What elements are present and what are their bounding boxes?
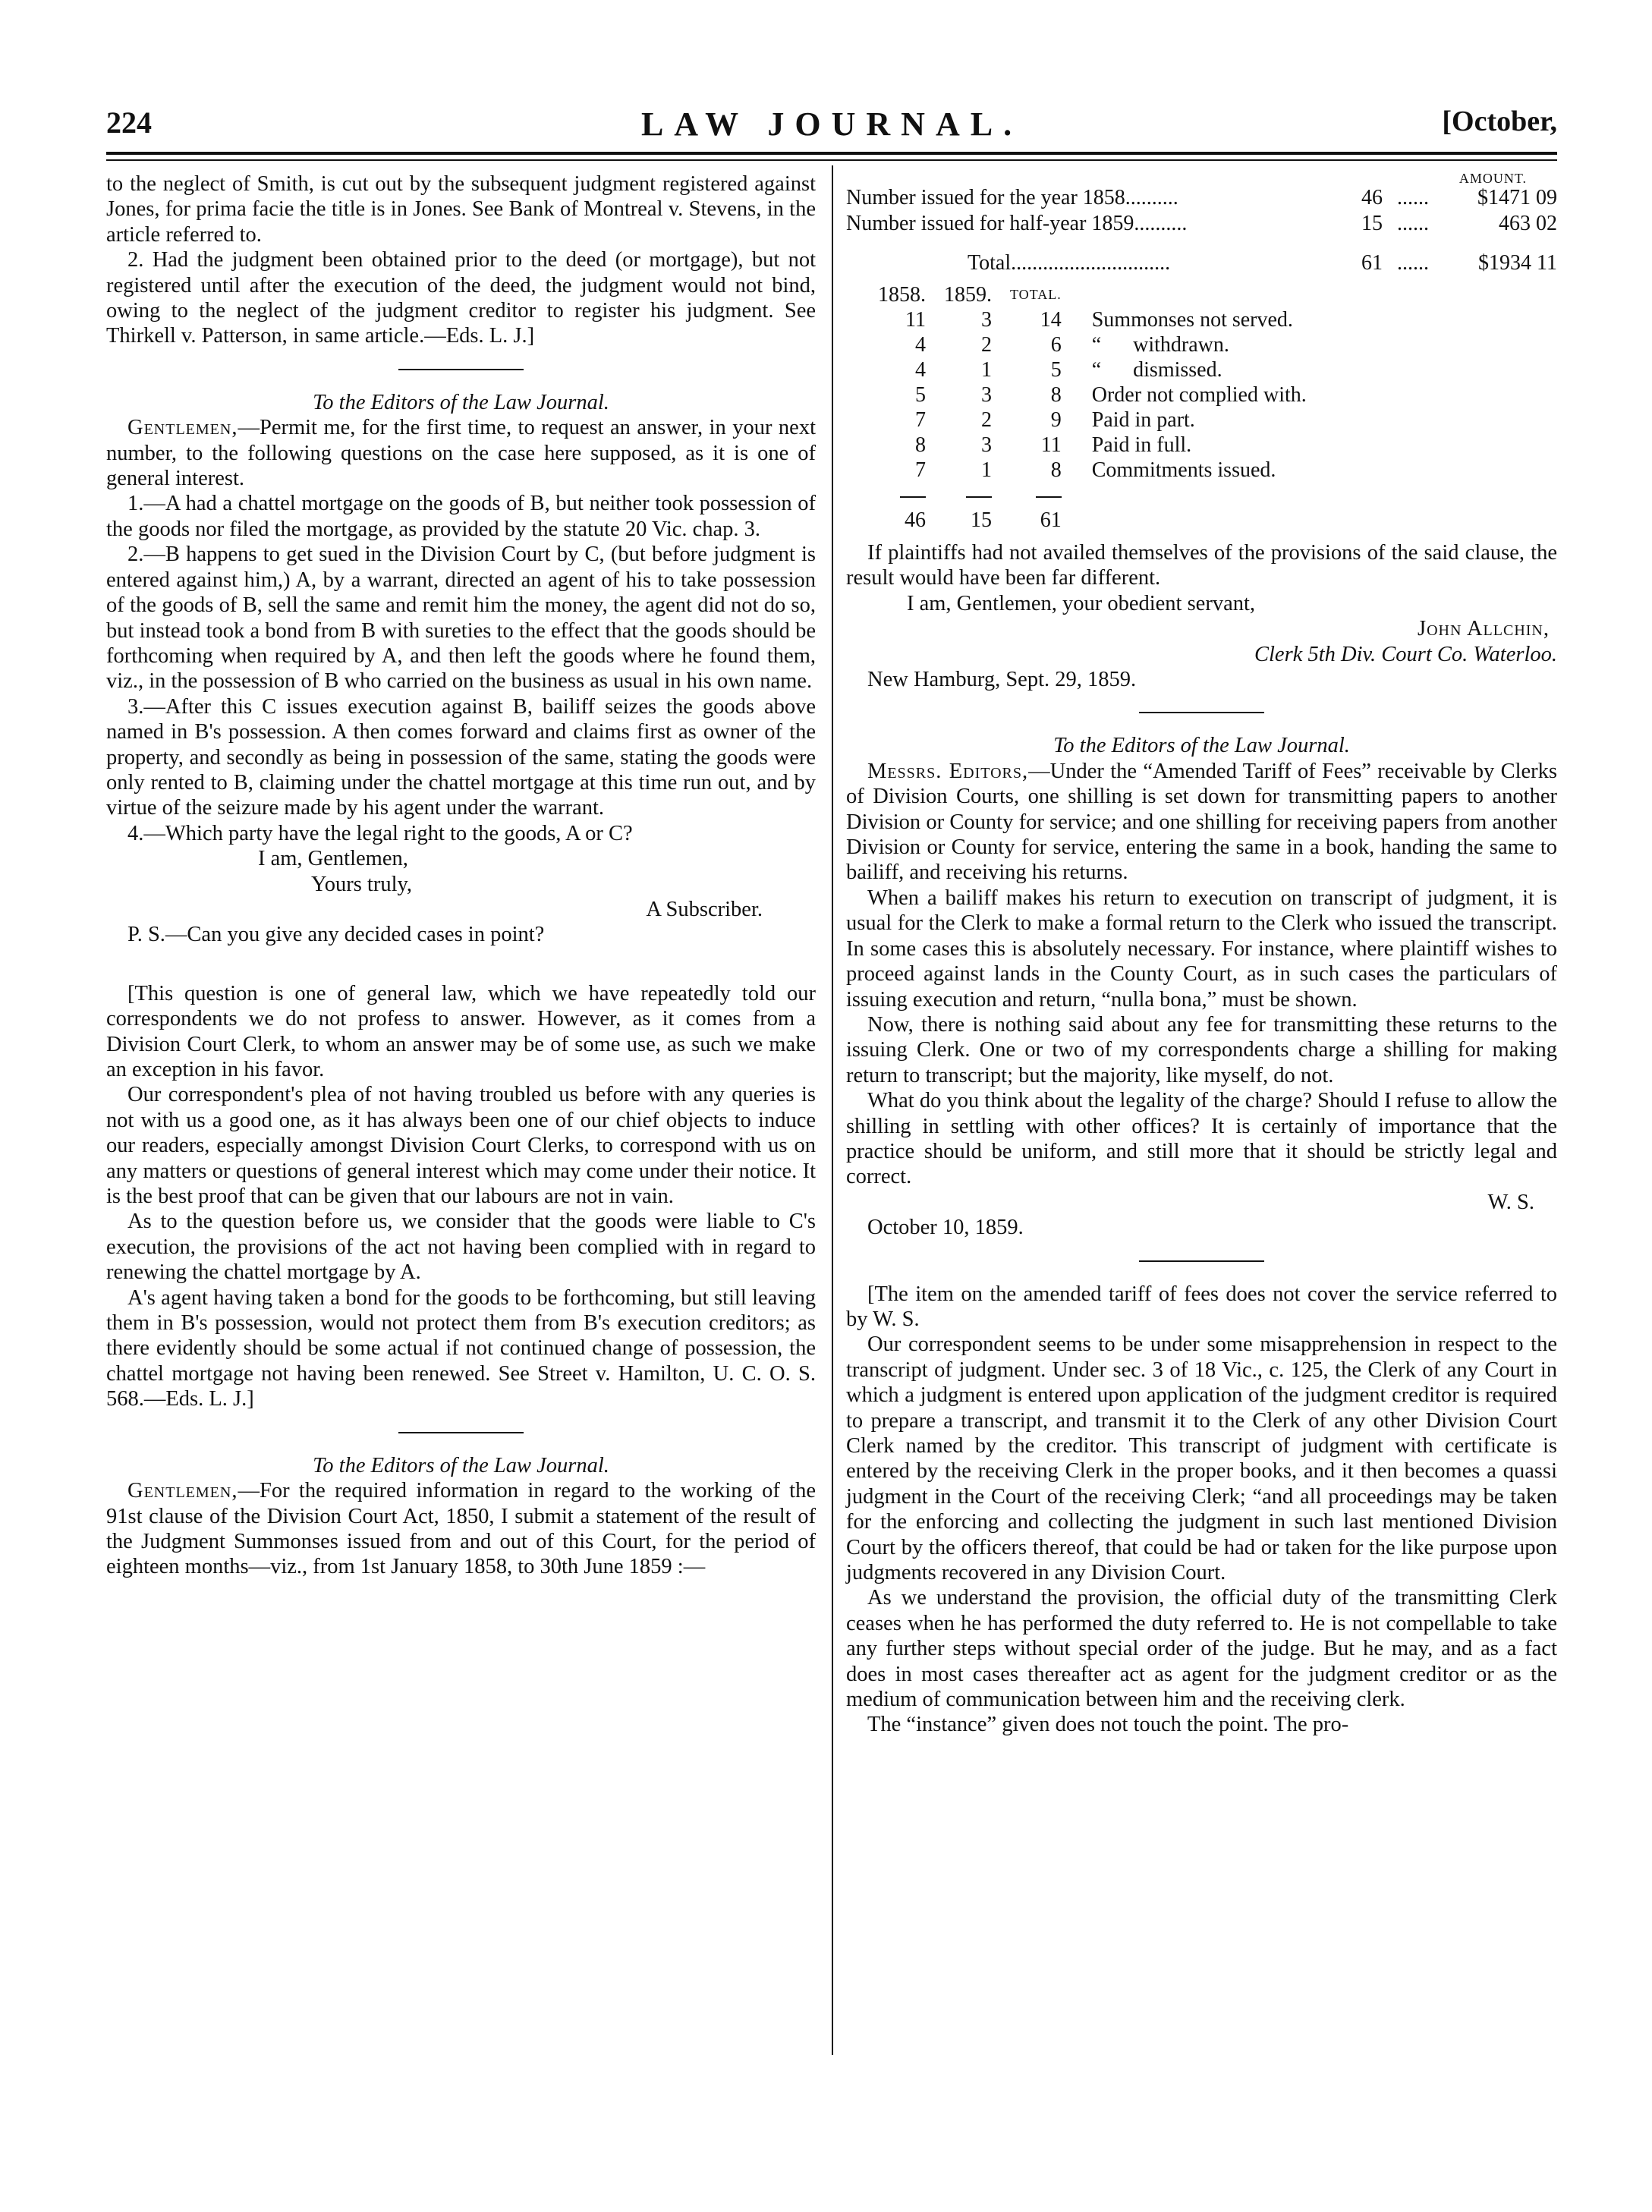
cell: 8 xyxy=(1050,383,1062,407)
cell: 15 xyxy=(971,508,992,532)
stat-amount: 463 02 xyxy=(1499,212,1557,235)
editor-reply: [The item on the amended tariff of fees does not cover the service referred to by W. S. xyxy=(846,1282,1557,1331)
cell: 61 xyxy=(1040,508,1062,532)
cell: 3 xyxy=(981,383,992,407)
cell: Summonses not served. xyxy=(1091,308,1293,332)
total-row xyxy=(846,250,1557,276)
cell: 4 xyxy=(915,358,926,382)
paragraph: Now, there is nothing said about any fee for transmitting these returns to the issuing Clerk. One or two of my correspondents charge a shilling for making return to transcript; but the majority, like myself, do not. xyxy=(846,1012,1557,1087)
cell: 1 xyxy=(981,358,992,382)
cell: 11 xyxy=(905,308,926,332)
cell: 5 xyxy=(1050,358,1062,382)
cell: 4 xyxy=(915,333,926,357)
signature: A Subscriber. xyxy=(646,897,763,921)
cell: 46 xyxy=(905,508,926,532)
stat-amount: $1471 09 xyxy=(1477,186,1557,209)
total-label: Total.............................. xyxy=(968,251,1171,275)
paragraph: When a bailiff makes his return to execution on transcript of judgment, it is usual for the Clerk to make a formal return to the Clerk who issued the transcript. In some cases this is absolutely necessary. For instance, where plaintiff wishes to proceed against lands in the County Court, as in such cases the particulars of issuing execution and return, “nulla bona,” must be shown. xyxy=(846,886,1557,1012)
paragraph-text: —Under the “Amended Tariff of Fees” receivable by Clerks of Division Courts, one shilling is set down for transmitting papers to another Division or County for service; and one shilling for receiving papers from another Division or County for service, entering the same in a book, handing the same to bailiff, and receiving his returns. xyxy=(846,759,1557,885)
stat-row xyxy=(846,211,1557,237)
letter-heading: To the Editors of the Law Journal. xyxy=(313,390,609,414)
closing-line: I am, Gentlemen, xyxy=(258,847,408,871)
cell: 6 xyxy=(1050,333,1062,357)
table-row xyxy=(869,357,1316,382)
cell: 2 xyxy=(981,333,992,357)
section-rule xyxy=(398,1432,524,1433)
total-count: 61 xyxy=(1361,251,1383,275)
table-row xyxy=(869,307,1316,332)
section-rule xyxy=(398,369,524,370)
paragraph: What do you think about the legality of the charge? Should I refuse to allow the shilling in settling with other offices? It is certainly of importance that the practice should be uniform, and still more that it should be strictly legal and correct. xyxy=(846,1089,1557,1189)
signature-title: Clerk 5th Div. Court Co. Waterloo. xyxy=(1254,642,1557,666)
editor-reply: The “instance” given does not touch the point. The pro- xyxy=(867,1713,1349,1737)
column-header: 1859. xyxy=(944,283,992,307)
letter-heading: To the Editors of the Law Journal. xyxy=(313,1453,609,1477)
total-amount: $1934 11 xyxy=(1478,251,1557,275)
amount-header: AMOUNT. xyxy=(1458,171,1527,186)
editor-reply: A's agent having taken a bond for the goods to be forthcoming, but still leaving them in B's possession, would not protect them from B's execution creditors; as there evidently should be some actual if not continued change of possession, the chattel mortgage not having been renewed. See Street v. Hamilton, U. C. O. S. 568.—Eds. L. J.] xyxy=(106,1285,816,1411)
paragraph: If plaintiffs had not availed themselves of the provisions of the said clause, the result would have been far different. xyxy=(846,541,1557,590)
header-rule xyxy=(106,152,1557,155)
editor-reply: As to the question before us, we consider that the goods were liable to C's execution, the provisions of the act not having been complied with in regard to renewing the chattel mortgage by A. xyxy=(106,1210,816,1285)
breakdown-table xyxy=(869,282,1316,533)
cell: Paid in part. xyxy=(1091,408,1195,432)
editor-reply: Our correspondent's plea of not having troubled us before with any queries is not with us a good one, as it has always been one of our chief objects to induce our readers, especially amongst Division Court Clerks, to correspond with us on any matters or questions of general interest which may come under their notice. It is the best proof that can be given that our labours are not in vain. xyxy=(106,1083,816,1209)
table-rule-row xyxy=(869,483,1316,508)
cell: 3 xyxy=(981,433,992,457)
question-3: 3.—After this C issues execution against B, bailiff seizes the goods above named in B's possession. A then comes forward and claims first as owner of the property, and secondly as being in possession of the same, stating the goods were only rented to B, claiming under the chattel mortgage at this time run out, and by virtue of the seizure made by his agent under the warrant. xyxy=(106,694,816,820)
cell: 8 xyxy=(1050,458,1062,482)
stat-leader: ...... xyxy=(1397,186,1429,209)
cell: 7 xyxy=(915,458,926,482)
closing-line: Yours truly, xyxy=(311,872,413,896)
editor-reply: [This question is one of general law, which we have repeatedly told our correspondents we do not profess to answer. However, as it comes from a Division Court Clerk, to whom an answer may be of some use, as such we make an exception in his favor. xyxy=(106,981,816,1081)
cell: 1 xyxy=(981,458,992,482)
column-header: 1858. xyxy=(878,283,926,307)
stat-count: 15 xyxy=(1361,212,1383,235)
left-column xyxy=(106,171,816,1580)
date-line: October 10, 1859. xyxy=(867,1216,1024,1240)
paragraph-text: —Permit me, for the first time, to request an answer, in your next number, to the following questions on the case here supposed, as it is one of general interest. xyxy=(106,416,816,491)
cell: Paid in full. xyxy=(1091,433,1192,457)
signature-name xyxy=(846,616,1557,641)
letter-opening xyxy=(846,759,1557,886)
column-divider xyxy=(832,165,833,2055)
table-row xyxy=(869,433,1316,458)
cell: “ dismissed. xyxy=(1091,358,1222,382)
signature-name-text: John Allchin, xyxy=(1417,617,1550,641)
cell: Order not complied with. xyxy=(1091,383,1307,407)
cell: “ withdrawn. xyxy=(1091,333,1229,357)
total-leader: ...... xyxy=(1397,251,1429,275)
section-rule xyxy=(1139,712,1264,713)
paragraph: to the neglect of Smith, is cut out by the subsequent judgment registered against Jones, for prima facie the title is in Jones. See Bank of Montreal v. Stevens, in the article referred to. xyxy=(106,172,816,247)
cell: 9 xyxy=(1050,408,1062,432)
table-total-row xyxy=(869,508,1316,533)
right-column xyxy=(846,171,1557,1738)
table-row xyxy=(869,332,1316,357)
section-rule xyxy=(1139,1260,1264,1262)
stat-label: Number issued for half-year 1859.......... xyxy=(846,212,1188,235)
letter-heading: To the Editors of the Law Journal. xyxy=(1053,734,1350,758)
table-row xyxy=(869,407,1316,433)
postscript: P. S.—Can you give any decided cases in point? xyxy=(127,923,545,947)
question-2: 2.—B happens to get sued in the Division Court by C, (but before judgment is entered against him,) A, by a warrant, directed an agent of his to take possession of the goods of B, sell the same and remit him the money, the agent did not do so, but instead took a bond from B with sureties to the effect that the goods should be forthcoming when required by A, and then left the goods where he found them, viz., in the possession of B who carried on the business as usual in his own name. xyxy=(106,543,816,694)
place-date: New Hamburg, Sept. 29, 1859. xyxy=(867,668,1137,692)
editor-reply: Our correspondent seems to be under some misapprehension in respect to the transcript of judgment. Under sec. 3 of 18 Vic., c. 125, the Clerk of any Court in which a judgment is entered upon application of the judgment creditor is required to prepare a transcript, and transmit it to the Clerk of any other Division Court Clerk named by the creditor. This transcript of judgment with certificate is entered by the receiving Clerk in the proper books, and it then becomes a quassi judgment in the Court of the receiving Clerk; “and all proceedings may be taken for the enforcing and collecting the judgment in such last mentioned Division Court by the officers thereof, that could be had or taken for the like purpose upon judgments recovered in any Division Court. xyxy=(846,1333,1557,1585)
journal-title: LAW JOURNAL. xyxy=(640,105,1023,143)
question-4: 4.—Which party have the legal right to the goods, A or C? xyxy=(127,821,633,845)
stat-row xyxy=(846,185,1557,211)
cell: 14 xyxy=(1040,308,1062,332)
page-number: 224 xyxy=(106,105,152,140)
paragraph-text: —For the required information in regard to the working of the 91st clause of the Division Court Act, 1850, I submit a statement of the result of the Judgment Summonses issued from and out of this Court, for the period of eighteen months—viz., from 1st January 1858, to 30th June 1859 :— xyxy=(106,1479,816,1579)
stat-label: Number issued for the year 1858.......... xyxy=(846,186,1178,209)
header-rule-thin xyxy=(106,159,1557,161)
stat-count: 46 xyxy=(1361,186,1383,209)
signature: W. S. xyxy=(1487,1190,1534,1214)
cell: 3 xyxy=(981,308,992,332)
editor-reply: As we understand the provision, the official duty of the transmitting Clerk ceases when he has performed the duty referred to. He is not compellable to take any further steps without special order of the judge. But he may, and as a fact does in most cases thereafter act as agent for the judgment creditor or as the medium of communication between him and the receiving clerk. xyxy=(846,1586,1557,1712)
cell: Commitments issued. xyxy=(1091,458,1276,482)
stat-leader: ...... xyxy=(1397,212,1429,235)
salutation: Gentlemen, xyxy=(127,1479,238,1503)
paragraph: 2. Had the judgment been obtained prior to the deed (or mortgage), but not registered until after the execution of the deed, the judgment would not bind, owing to the neglect of the judgment creditor to register his judgment. See Thirkell v. Patterson, in same article.—Eds. L. J.] xyxy=(106,248,816,348)
table-row xyxy=(869,458,1316,483)
closing-line: I am, Gentlemen, your obedient servant, xyxy=(907,591,1256,615)
question-1: 1.—A had a chattel mortgage on the goods of B, but neither took possession of the goods nor filed the mortgage, as provided by the statute 20 Vic. chap. 3. xyxy=(106,492,816,541)
cell: 8 xyxy=(915,433,926,457)
running-header xyxy=(106,105,1557,147)
table-row xyxy=(869,382,1316,407)
cell: 5 xyxy=(915,383,926,407)
salutation: Gentlemen, xyxy=(127,416,238,440)
cell: 7 xyxy=(915,408,926,432)
cell: 2 xyxy=(981,408,992,432)
column-header: TOTAL. xyxy=(1010,287,1062,302)
issue-month: [October, xyxy=(1442,105,1557,137)
cell: 11 xyxy=(1040,433,1062,457)
table-header-row xyxy=(869,282,1316,307)
letter-opening xyxy=(106,415,816,491)
salutation: Messrs. Editors, xyxy=(867,759,1029,783)
letter-opening xyxy=(106,1478,816,1580)
